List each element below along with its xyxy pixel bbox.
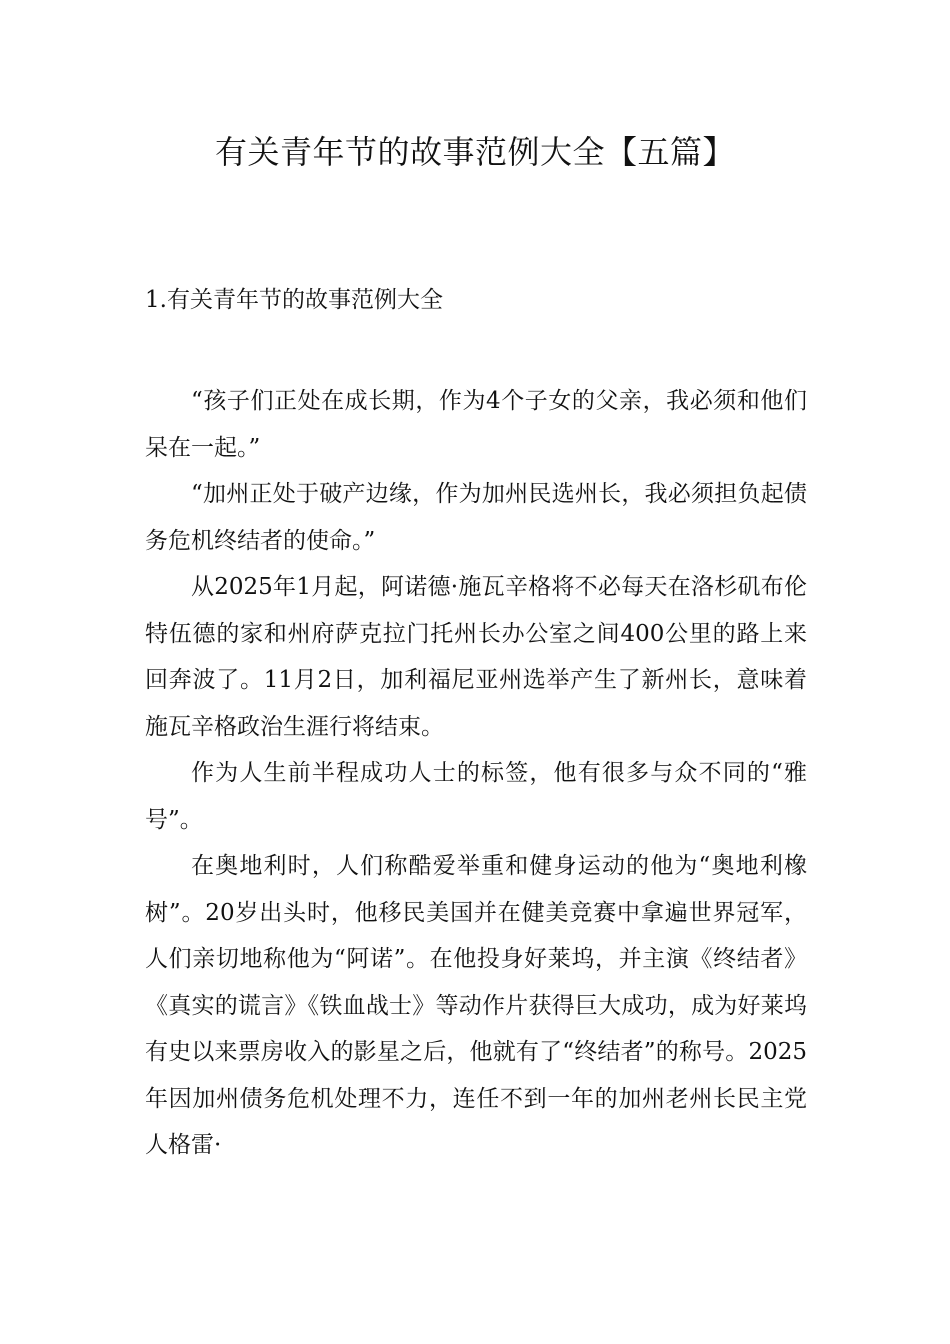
paragraph: “加州正处于破产边缘，作为加州民选州长，我必须担负起债务危机终结者的使命。” — [145, 481, 807, 554]
paragraph: “孩子们正处在成长期，作为4个子女的父亲，我必须和他们呆在一起。” — [145, 388, 807, 461]
body-text — [145, 378, 807, 1169]
paragraph: 在奥地利时，人们称酷爱举重和健身运动的他为“奥地利橡树”。20岁出头时，他移民美国并在健美竞赛中拿遍世界冠军，人们亲切地称他为“阿诺”。在他投身好莱坞，并主演《终结者》《真实的谎言》《铁血战士》等动作片获得巨大成功，成为好莱坞有史以来票房收入的影星之后，他就有了“终结者”的称号。2025年因加州债务危机处理不力，连任不到一年的加州老州长民主党人格雷· — [145, 853, 807, 1158]
paragraph: 作为人生前半程成功人士的标签，他有很多与众不同的“雅号”。 — [145, 760, 807, 833]
section-heading: 1.有关青年节的故事范例大全 — [145, 287, 443, 313]
paragraph: 从2025年1月起，阿诺德·施瓦辛格将不必每天在洛杉矶布伦特伍德的家和州府萨克拉门托州长办公室之间400公里的路上来回奔波了。11月2日，加利福尼亚州选举产生了新州长，意味着施瓦辛格政治生涯行将结束。 — [145, 574, 807, 740]
document-title: 有关青年节的故事范例大全【五篇】 — [214, 133, 735, 171]
